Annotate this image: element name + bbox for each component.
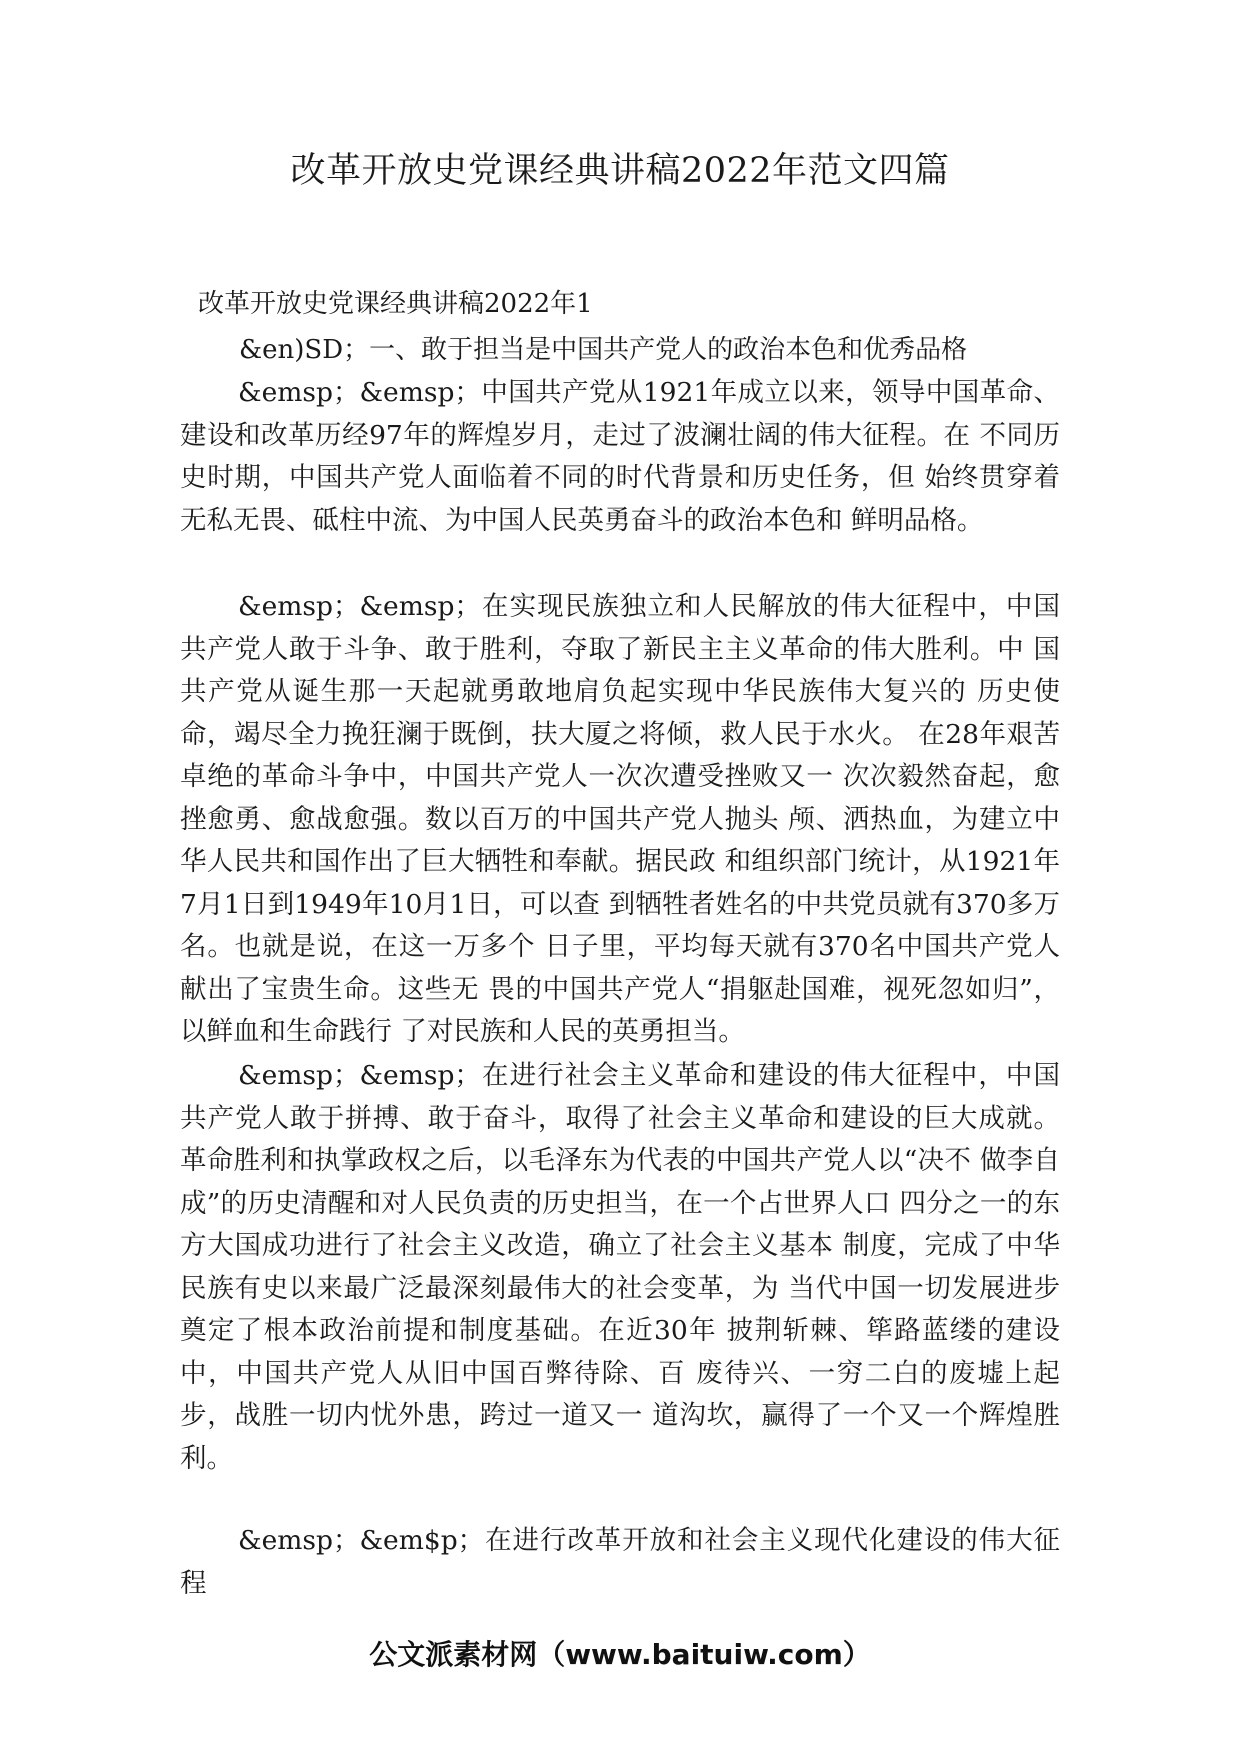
body-paragraph: &emsp；&em$p；在进行改革开放和社会主义现代化建设的伟大征 程 xyxy=(180,1525,1060,1599)
body-paragraph: &emsp；&emsp；在实现民族独立和人民解放的伟大征程中，中国共产党人敢于斗争、敢于胜利，夺取了新民主主义革命的伟大胜利。中 国共产党从诞生那一天起就勇敢地肩负起实现中华民族伟大复兴的 历史使命，竭尽全力挽狂澜于既倒，扶大厦之将倾，救人民于水火。 在28年艰苦卓绝的革命斗争中，中国共产党人一次次遭受挫败又一 次次毅然奋起，愈挫愈勇、愈战愈强。数以百万的中国共产党人抛头 颅、洒热血，为建立中华人民共和国作出了巨大牺牲和奉献。据民政 和组织部门统计，从1921年7月1日到1949年10月1日，可以查 到牺牲者姓名的中共党员就有370多万名。也就是说，在这一万多个 日子里，平均每天就有370名中国共产党人献出了宝贵生命。这些无 畏的中国共产党人“捐躯赴国难，视死忽如归”，以鲜血和生命践行 了对民族和人民的英勇担当。 xyxy=(180,591,1060,1047)
body-paragraph: &emsp；&emsp；在进行社会主义革命和建设的伟大征程中，中国共产党人敢于拼搏、敢于奋斗，取得了社会主义革命和建设的巨大成就。 革命胜利和执掌政权之后，以毛泽东为代表的中国共产党人以“决不 做李自成”的历史清醒和对人民负责的历史担当，在一个占世界人口 四分之一的东方大国成功进行了社会主义改造，确立了社会主义基本 制度，完成了中华民族有史以来最广泛最深刻最伟大的社会变革，为 当代中国一切发展进步奠定了根本政治前提和制度基础。在近30年 披荆斩棘、筚路蓝缕的建设中，中国共产党人从旧中国百弊待除、百 废待兴、一穷二白的废墟上起步，战胜一切内忧外患，跨过一道又一 道沟坎，赢得了一个又一个辉煌胜利。 xyxy=(180,1060,1060,1474)
body-paragraph: &emsp；&emsp；中国共产党从1921年成立以来，领导中国革命、建设和改革历经97年的辉煌岁月，走过了波澜壮阔的伟大征程。在 不同历史时期，中国共产党人面临着不同的时代背景和历史任务，但 始终贯穿着无私无畏、砥柱中流、为中国人民英勇奋斗的政治本色和 鲜明品格。 xyxy=(180,377,1060,536)
sub-heading: &en)SD；一、敢于担当是中国共产党人的政治本色和优秀品格 xyxy=(239,335,968,365)
footer-watermark: 公文派素材网（www.baituiw.com） xyxy=(369,1638,871,1671)
document-title: 改革开放史党课经典讲稿2022年范文四篇 xyxy=(290,151,950,191)
section-heading: 改革开放史党课经典讲稿2022年1 xyxy=(198,289,593,319)
